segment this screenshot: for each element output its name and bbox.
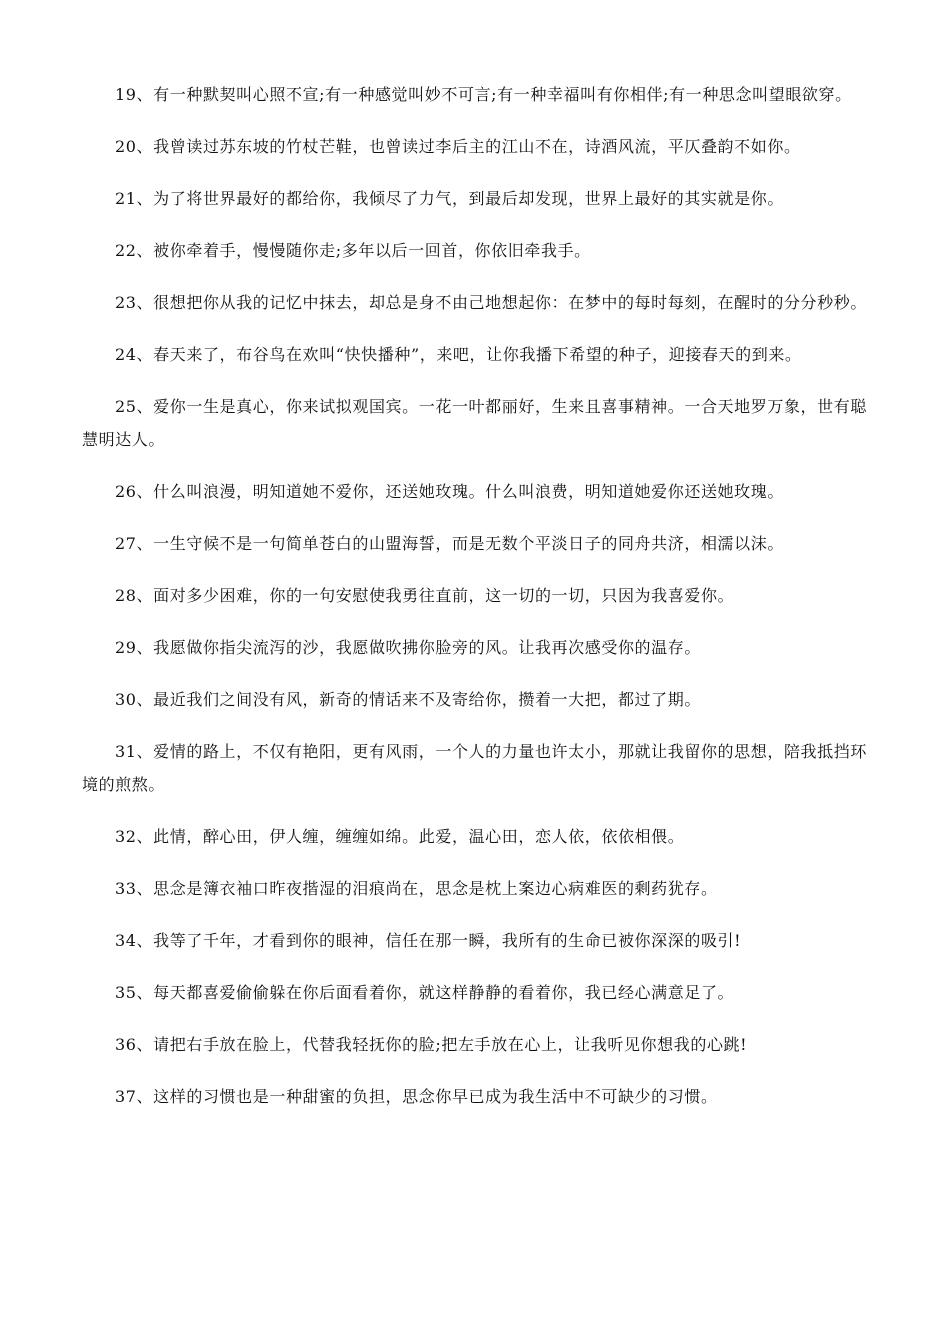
paragraph-27: 27、一生守候不是一句简单苍白的山盟海誓，而是无数个平淡日子的同舟共济，相濡以沫。 xyxy=(115,534,784,553)
paragraph-26: 26、什么叫浪漫，明知道她不爱你，还送她玫瑰。什么叫浪费，明知道她爱你还送她玫瑰。 xyxy=(115,482,784,501)
paragraph-24: 24、春天来了，布谷鸟在欢叫“快快播种”，来吧，让你我播下希望的种子，迎接春天的到来。 xyxy=(115,345,802,364)
paragraph-25: 25、爱你一生是真心，你来试拟观国宾。一花一叶都丽好，生来且喜事精神。一合天地罗万象，世有聪慧明达人。 xyxy=(82,397,867,449)
paragraph-21: 21、为了将世界最好的都给你，我倾尽了力气，到最后却发现，世界上最好的其实就是你。 xyxy=(115,189,784,208)
paragraph-35: 35、每天都喜爱偷偷躲在你后面看着你，就这样静静的看着你，我已经心满意足了。 xyxy=(115,983,735,1002)
paragraph-31: 31、爱情的路上，不仅有艳阳，更有风雨，一个人的力量也许太小，那就让我留你的思想，陪我抵挡环境的煎熬。 xyxy=(82,742,867,794)
paragraph-30: 30、最近我们之间没有风，新奇的情话来不及寄给你，攒着一大把，都过了期。 xyxy=(115,690,701,709)
paragraph-29: 29、我愿做你指尖流泻的沙，我愿做吹拂你脸旁的风。让我再次感受你的温存。 xyxy=(115,638,701,657)
paragraph-20: 20、我曾读过苏东坡的竹杖芒鞋，也曾读过李后主的江山不在，诗酒风流，平仄叠韵不如你。 xyxy=(115,137,801,156)
paragraph-33: 33、思念是簿衣袖口昨夜揩湿的泪痕尚在，思念是枕上案边心病难医的剩药犹存。 xyxy=(115,879,718,898)
paragraph-23: 23、很想把你从我的记忆中抹去，却总是身不由己地想起你：在梦中的每时每刻，在醒时的分分秒秒。 xyxy=(115,293,867,312)
paragraph-34: 34、我等了千年，才看到你的眼神，信任在那一瞬，我所有的生命已被你深深的吸引! xyxy=(115,931,742,950)
paragraph-36: 36、请把右手放在脸上，代替我轻抚你的脸;把左手放在心上，让我听见你想我的心跳! xyxy=(115,1035,748,1054)
paragraph-22: 22、被你牵着手，慢慢随你走;多年以后一回首，你依旧牵我手。 xyxy=(115,241,591,260)
paragraph-28: 28、面对多少困难，你的一句安慰使我勇往直前，这一切的一切，只因为我喜爱你。 xyxy=(115,586,735,605)
paragraph-37: 37、这样的习惯也是一种甜蜜的负担，思念你早已成为我生活中不可缺少的习惯。 xyxy=(115,1087,718,1106)
paragraph-19: 19、有一种默契叫心照不宣;有一种感觉叫妙不可言;有一种幸福叫有你相伴;有一种思念叫望眼欲穿。 xyxy=(115,85,852,104)
paragraph-32: 32、此情，醉心田，伊人缠，缠缠如绵。此爱，温心田，恋人依，依依相偎。 xyxy=(115,827,685,846)
